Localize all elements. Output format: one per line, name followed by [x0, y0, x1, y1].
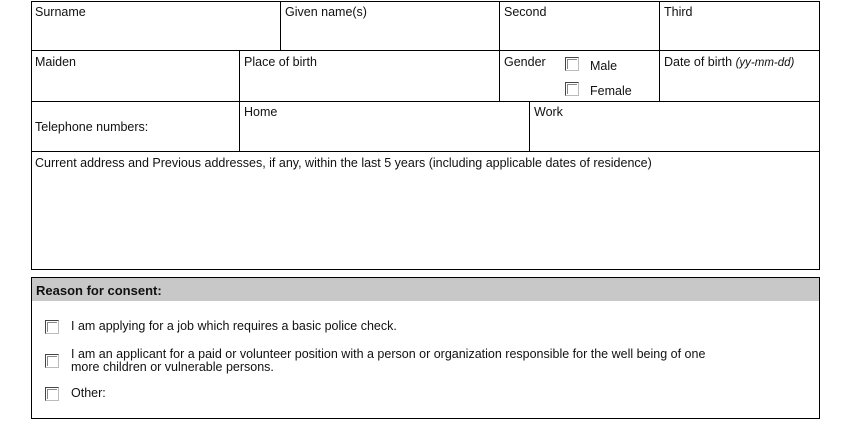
vulnerable-persons-label-line2: more children or vulnerable persons. [71, 360, 274, 374]
other-reason-label: Other: [71, 386, 106, 400]
male-option-label: Male [590, 59, 618, 73]
gender-label: Gender [504, 55, 546, 69]
place-of-birth-field[interactable] [239, 50, 501, 103]
male-checkbox[interactable] [565, 57, 579, 71]
female-option-label: Female [590, 84, 632, 98]
given-names-label: Given name(s) [285, 5, 367, 19]
second-name-label: Second [504, 5, 547, 19]
maiden-name-label: Maiden [35, 55, 76, 69]
home-phone-field[interactable] [239, 101, 531, 153]
work-phone-field[interactable] [529, 101, 820, 153]
surname-label: Surname [35, 5, 86, 19]
female-checkbox[interactable] [565, 82, 579, 96]
second-name-field[interactable] [499, 1, 661, 52]
address-history-label: Current address and Previous addresses, if any, within the last 5 years (including applicable dates of residence) [35, 156, 652, 170]
telephone-label-cell [31, 101, 241, 153]
date-of-birth-field[interactable] [659, 50, 820, 103]
third-name-label: Third [664, 5, 693, 19]
given-names-field[interactable] [280, 1, 501, 52]
basic-police-check-checkbox[interactable] [45, 320, 59, 334]
maiden-name-field[interactable] [31, 50, 241, 103]
date-of-birth-label [664, 55, 794, 70]
vulnerable-persons-label-line1: I am an applicant for a paid or volunteer position with a person or organization responsible for the well being of one [71, 347, 706, 361]
basic-police-check-label: I am applying for a job which requires a basic police check. [71, 319, 397, 333]
other-reason-checkbox[interactable] [45, 387, 59, 401]
date-format-hint: (yy-mm-dd) [735, 57, 795, 69]
third-name-field[interactable] [659, 1, 820, 52]
gender-field [499, 50, 661, 103]
vulnerable-persons-checkbox[interactable] [45, 354, 59, 368]
work-phone-label: Work [534, 105, 563, 119]
place-of-birth-label: Place of birth [244, 55, 317, 69]
date-of-birth-text: Date of birth [664, 55, 733, 69]
reason-for-consent-header [31, 277, 820, 302]
reason-for-consent-options [31, 301, 820, 419]
address-history-field[interactable] [31, 151, 820, 270]
surname-field[interactable] [31, 1, 282, 52]
reason-for-consent-heading: Reason for consent: [36, 283, 162, 298]
home-phone-label: Home [244, 105, 278, 119]
telephone-numbers-label: Telephone numbers: [35, 120, 149, 134]
